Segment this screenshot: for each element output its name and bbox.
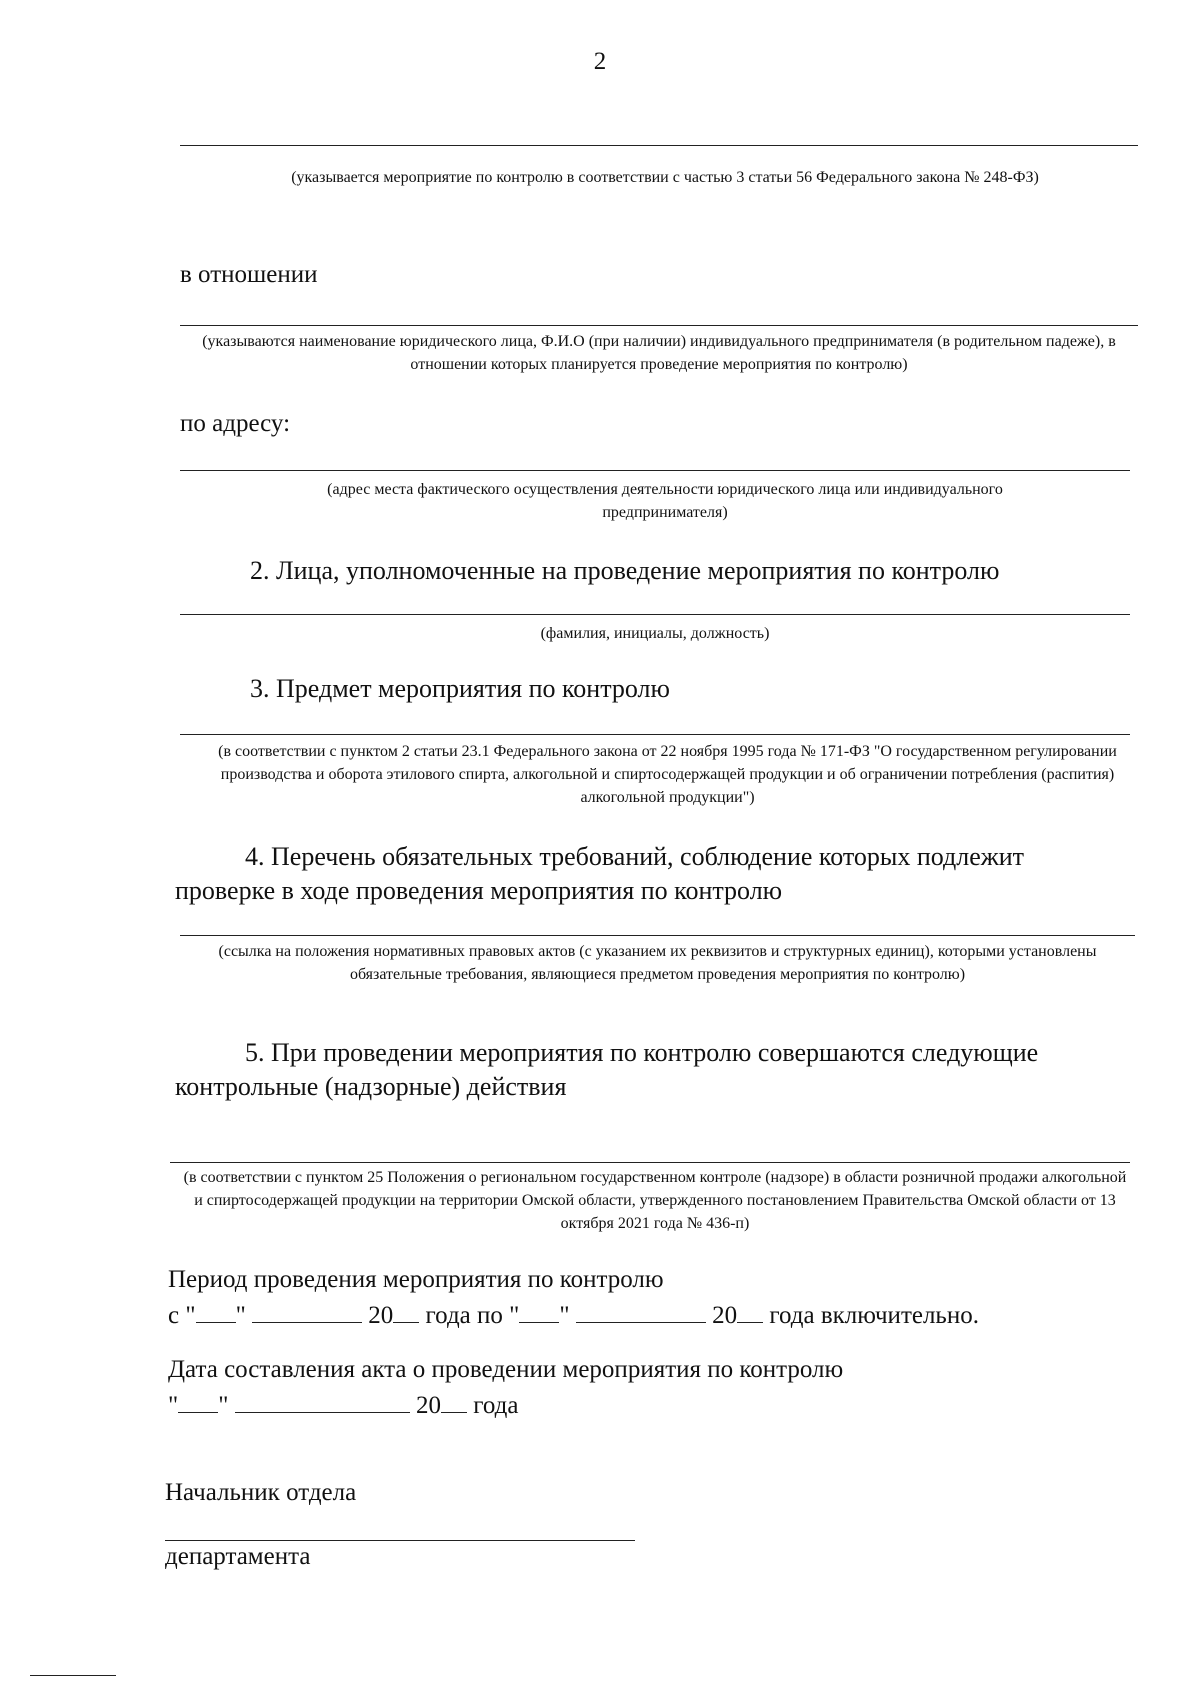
section5-title-line1: 5. При проведении мероприятия по контролю совершаются следующие [245,1038,1039,1067]
caption-address: (адрес места фактического осуществления деятельности юридического лица или индивидуального предпринимателя) [327,481,1003,521]
act-year-suffix: года [473,1392,519,1419]
period-end-year-blank [737,1300,763,1323]
footnote-divider [30,1675,116,1676]
signature-line [165,1540,635,1541]
period-start-day-blank [196,1300,236,1323]
period-end-year-prefix: 20 [712,1302,738,1329]
signer-title-line1: Начальник отдела [165,1479,357,1506]
period-inclusive: года включительно. [769,1302,979,1329]
act-year-prefix: 20 [415,1392,441,1419]
caption-measure: (указывается мероприятие по контролю в соответствии с частью 3 статьи 56 Федерального закона № 248-ФЗ) [291,169,1039,186]
period-to-label: по [477,1302,503,1329]
period-from-label: с [168,1302,180,1329]
period-title: Период проведения мероприятия по контролю [168,1266,664,1293]
period-start-year-blank [393,1300,419,1323]
period-end-day-blank [519,1300,559,1323]
label-regarding: в отношении [180,261,318,288]
section2-title: 2. Лица, уполномоченные на проведение мероприятия по контролю [250,556,1000,585]
caption-actions: (в соответствии с пунктом 25 Положения о региональном государственном контроле (надзоре) в области розничной продажи алкогольной и спиртосодержащей продукции на территории Омской области, утвержденного постановлением Правительства Омской области от 13 октября 2021 года № 436-п) [183,1169,1127,1232]
period-start-month-blank [252,1300,362,1323]
section5-title-line2: контрольные (надзорные) действия [175,1072,567,1101]
period-end-month-blank [576,1300,706,1323]
section4-title-line2: проверке в ходе проведения мероприятия по контролю [175,876,783,905]
address-fill-line [180,470,1130,471]
actions-fill-line [170,1162,1130,1163]
caption-subject: (в соответствии с пунктом 2 статьи 23.1 Федерального закона от 22 ноября 1995 года № 171-ФЗ "О государственном регулировании производства и оборота этилового спирта, алкогольной и спиртосодержащей продукции и об ограничении потребления (распития) алкогольной продукции") [218,743,1117,806]
period-start-year-prefix: 20 [368,1302,394,1329]
caption-entity: (указываются наименование юридического лица, Ф.И.О (при наличии) индивидуального предпринимателя (в родительном падеже), в отношении которых планируется проведение мероприятия по контролю) [202,333,1116,373]
period-start-year-suffix: года [425,1302,471,1329]
caption-requirements: (ссылка на положения нормативных правовых актов (с указанием их реквизитов и структурных единиц), которыми установлены обязательные требования, являющиеся предметом проведения мероприятия по контролю) [218,943,1097,983]
section4-title-line1: 4. Перечень обязательных требований, соблюдение которых подлежит [245,842,1024,871]
act-month-blank [235,1390,410,1413]
subject-fill-line [180,734,1130,735]
period-row: с " " 20 года по " " 20 года включительно. [168,1302,979,1329]
section3-title: 3. Предмет мероприятия по контролю [250,674,670,703]
label-address: по адресу: [180,410,291,437]
requirements-fill-line [180,935,1135,936]
caption-persons: (фамилия, инициалы, должность) [540,625,770,642]
signer-title-line2: департамента [165,1543,311,1570]
entity-fill-line [180,325,1138,326]
page-number: 2 [593,48,607,75]
persons-fill-line [180,614,1130,615]
act-day-blank [178,1390,218,1413]
measure-fill-line [180,145,1138,146]
act-year-blank [441,1390,467,1413]
act-date-row: " " 20 года [168,1392,519,1419]
act-date-title: Дата составления акта о проведении мероприятия по контролю [168,1356,844,1383]
